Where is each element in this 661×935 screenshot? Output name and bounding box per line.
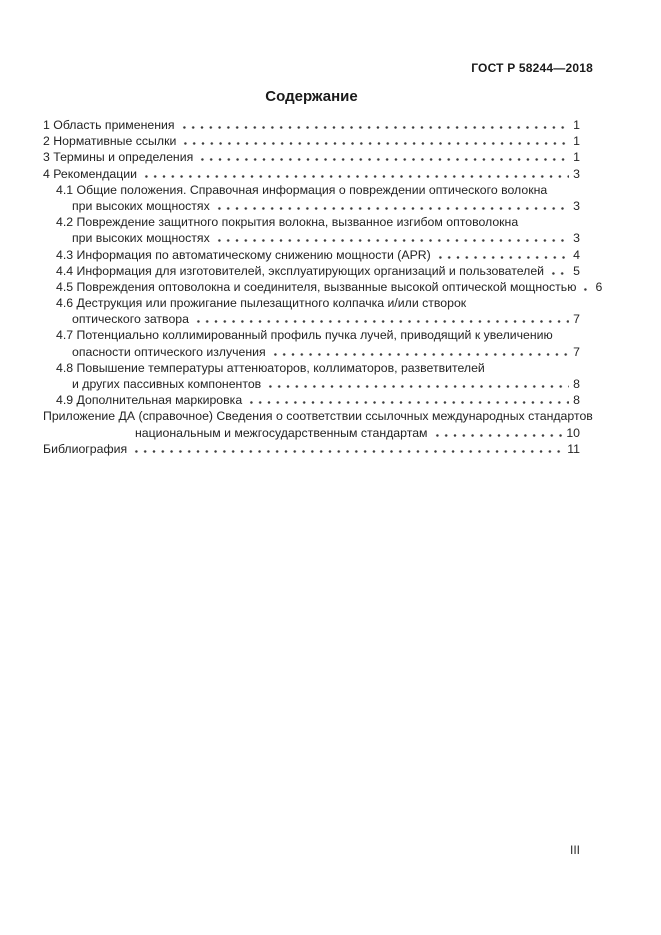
toc-page-number: 7 [573, 344, 580, 359]
toc-entry [43, 344, 580, 360]
toc-entry-text: 4.7 Потенциально коллимированный профиль пучка лучей, приводящий к увеличению [56, 328, 553, 343]
toc-page-number: 4 [573, 247, 580, 262]
toc-entry-text: опасности оптического излучения [72, 344, 266, 359]
standard-designation: ГОСТ Р 58244—2018 [471, 61, 593, 75]
toc-entry [43, 425, 580, 441]
toc-entry [43, 279, 603, 295]
toc-entry [43, 263, 580, 279]
toc-entry [43, 441, 580, 457]
toc-entry [43, 408, 593, 424]
toc-entry-text: 4.6 Деструкция или прожигание пылезащитного колпачка и/или створок [56, 296, 467, 311]
dot-leader [549, 272, 569, 275]
toc-page-number: 1 [573, 150, 580, 165]
dot-leader [132, 450, 563, 453]
dot-leader [271, 353, 569, 356]
toc-page-number: 6 [595, 279, 603, 294]
toc-entry [43, 198, 580, 214]
dot-leader [433, 434, 563, 437]
table-of-contents [43, 117, 603, 457]
toc-page-number: 10 [566, 425, 580, 440]
dot-leader [142, 175, 569, 178]
document-header [43, 61, 593, 75]
toc-entry-text: 4.2 Повреждение защитного покрытия волокна, вызванное изгибом оптоволокна [56, 215, 519, 230]
toc-entry-text: при высоких мощностях [72, 231, 210, 246]
toc-entry-text: 4.1 Общие положения. Справочная информация о повреждении оптического волокна [56, 182, 548, 197]
dot-leader [247, 401, 569, 404]
toc-page-number: 5 [573, 263, 580, 278]
toc-entry-text: 4 Рекомендации [43, 166, 137, 181]
toc-entry [43, 247, 580, 263]
toc-page-number: 3 [573, 166, 580, 181]
toc-page-number: 8 [573, 377, 580, 391]
dot-leader [181, 142, 569, 145]
toc-entry-text: и других пассивных компонентов [72, 377, 262, 391]
toc-entry-text: 4.5 Повреждения оптоволокна и соединителя, вызванные высокой оптической мощностью [56, 279, 577, 294]
page-footer [43, 843, 580, 857]
toc-entry [43, 392, 580, 408]
toc-entry-text: 4.8 Повышение температуры аттенюаторов, коллиматоров, разветвителей [56, 360, 485, 375]
toc-entry [43, 230, 580, 246]
dot-leader [436, 256, 569, 259]
dot-leader [266, 385, 569, 388]
page-title: Содержание [265, 88, 358, 105]
dot-leader [194, 320, 569, 323]
toc-entry-text: 4.9 Дополнительная маркировка [56, 393, 243, 408]
toc-entry-text: при высоких мощностях [72, 198, 210, 213]
toc-entry [43, 133, 580, 149]
toc-page-number: 3 [573, 231, 580, 246]
toc-entry [43, 117, 580, 133]
dot-leader [215, 207, 569, 210]
dot-leader [198, 158, 569, 161]
toc-page-number: 7 [573, 312, 580, 327]
dot-leader [180, 126, 570, 129]
toc-entry [43, 149, 580, 165]
page-number: III [569, 843, 580, 857]
toc-entry [43, 311, 580, 327]
toc-entry-text: Библиография [43, 441, 128, 456]
toc-entry [43, 327, 580, 343]
toc-entry [43, 166, 580, 182]
toc-entry-text: Приложение ДА (справочное) Сведения о соответствии ссылочных международных стандартов [43, 409, 593, 424]
toc-page-number: 8 [573, 393, 580, 408]
toc-page-number: 3 [573, 198, 580, 213]
dot-leader [581, 288, 591, 291]
toc-entry [43, 360, 580, 376]
toc-entry-text: 1 Область применения [43, 118, 175, 132]
toc-page-number: 1 [573, 118, 580, 132]
toc-page-number: 11 [567, 441, 580, 456]
toc-entry-text: оптического затвора [72, 312, 189, 327]
dot-leader [215, 239, 569, 242]
toc-entry [43, 182, 580, 198]
toc-entry-text: 2 Нормативные ссылки [43, 134, 177, 149]
toc-entry [43, 295, 580, 311]
toc-entry-text: 3 Термины и определения [43, 150, 194, 165]
toc-entry-text: 4.3 Информация по автоматическому снижению мощности (APR) [56, 247, 431, 262]
toc-entry [43, 376, 580, 392]
toc-entry-text: национальным и межгосударственным стандартам [135, 425, 428, 440]
toc-entry [43, 214, 580, 230]
toc-page-number: 1 [573, 134, 580, 149]
toc-entry-text: 4.4 Информация для изготовителей, эксплуатирующих организаций и пользователей [56, 263, 545, 278]
